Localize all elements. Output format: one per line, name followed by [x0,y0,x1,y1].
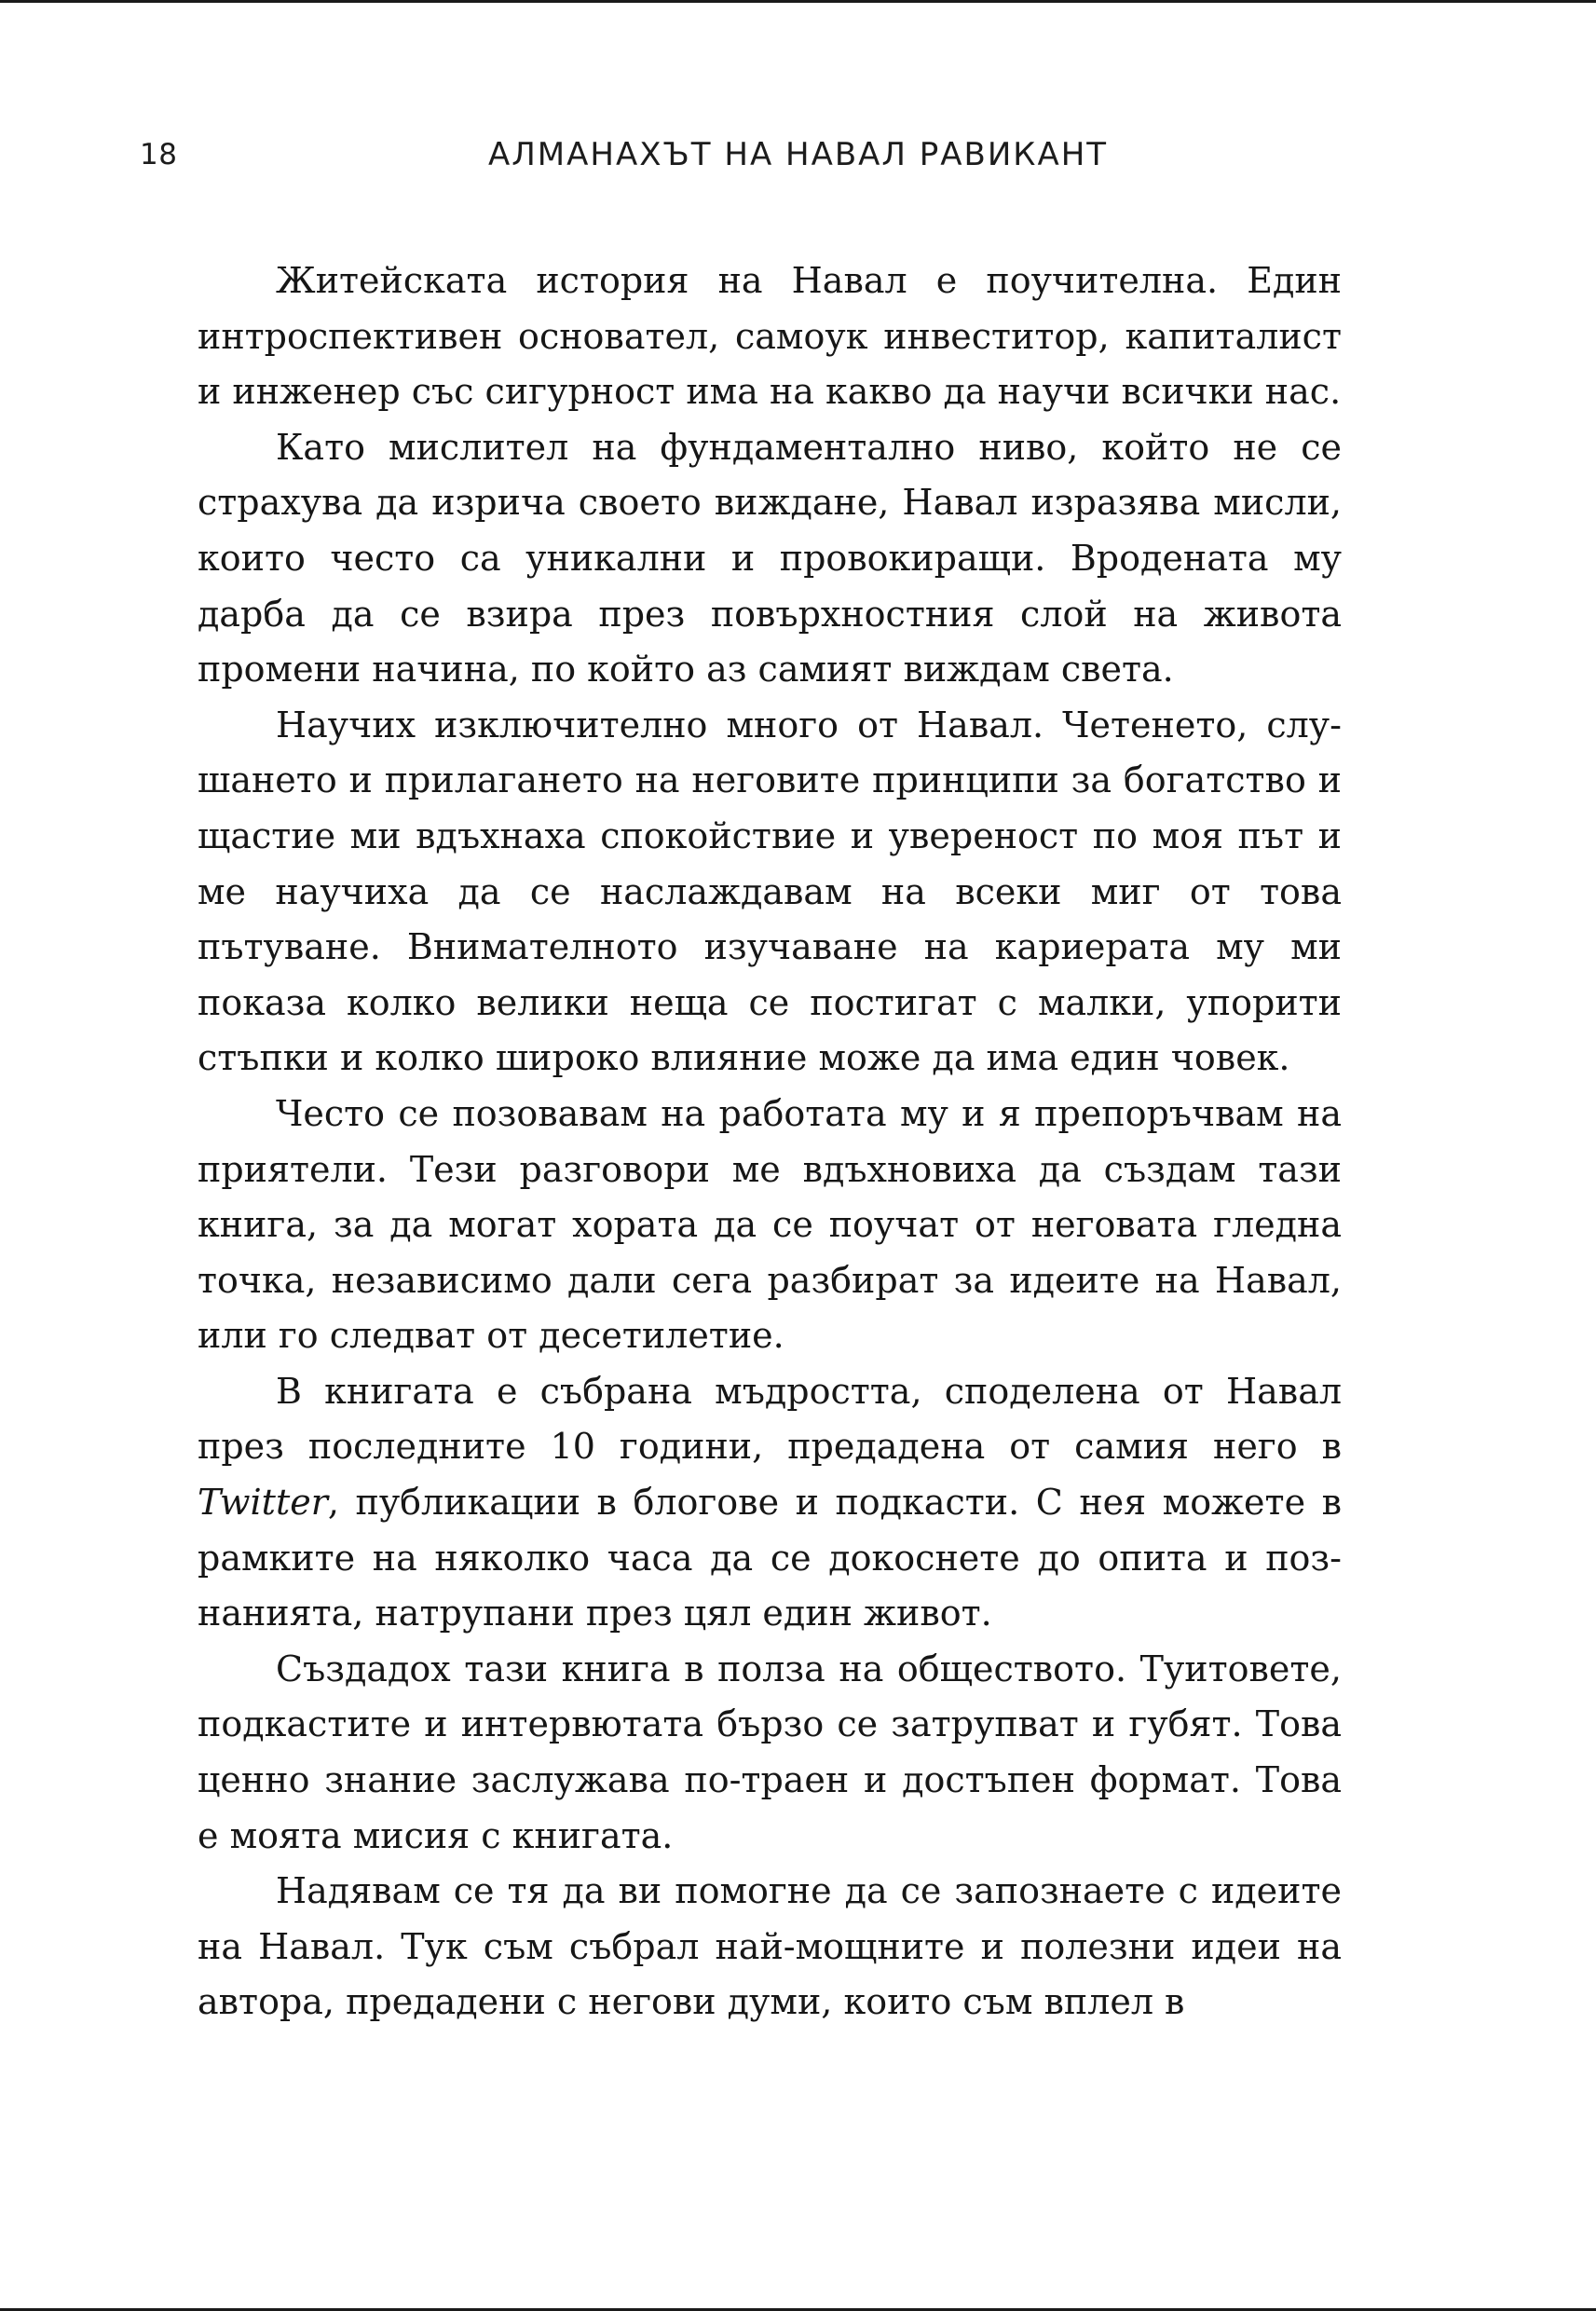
book-title: АЛМАНАХЪТ НА НАВАЛ РАВИКАНТ [487,136,1109,173]
running-head [0,132,1596,177]
paragraph-6: Създадох тази книга в полза на обществото. Туитовете, подкастите и интервютата бързо се затрупват и губят. Това ценно знание заслужава по-траен и достъпен формат. Това е моята мисия с книгата. [198,1648,1342,1856]
paragraph-2: Като мислител на фундаментално ниво, който не се страхува да изрича своето виждане, Навал изразява мисли, които често са уникални и провокиращи. Вродената му дарба да се взира през повърхностния слой на живота промени начина, по който аз самият виждам света. [198,426,1342,691]
paragraph-5-text-before: В книгата е събрана мъдростта, споделена от Навал през последните 10 години, предадена от самия него в [198,1370,1342,1468]
paragraph-3: Научих изключително много от Навал. Четенето, слушането и прилагането на неговите принципи за богатство и щастие ми вдъхнаха спокойствие и увереност по моя път и ме научиха да се наслаждавам на всеки миг от това пътуване. Внимателното изучаване на кариерата му ми показа колко велики неща се постигат с малки, упорити стъпки и колко широко влияние може да има един човек. [198,704,1342,1079]
paragraph-1: Житейската история на Навал е поучителна. Един интроспективен основател, самоук инвеститор, капиталист и инженер със сигурност има на какво да научи всички нас. [198,260,1342,413]
paragraph-7: Надявам се тя да ви помогне да се запознаете с идеите на Навал. Тук съм събрал най-мощните и полезни идеи на автора, предадени с негови думи, които съм вплел в [198,1870,1342,2023]
paragraph-5-text-after: , публикации в блогове и подкасти. С нея можете в рамките на няколко часа да се докоснете до опита и познанията, натрупани през цял един живот. [198,1482,1342,1634]
body-text [198,253,1342,2031]
paragraph-5 [198,1364,1342,1642]
paragraph-5-italic-twitter: Twitter [198,1482,328,1524]
paragraph-4: Често се позовавам на работата му и я препоръчвам на приятели. Тези разговори ме вдъхновиха да създам тази книга, за да могат хората да се поучат от неговата гледна точка, независимо дали сега разбират за идеите на Навал, или го следват от десетилетие. [198,1092,1342,1357]
page-number: 18 [140,138,178,171]
scan-edge-top [0,0,1596,3]
